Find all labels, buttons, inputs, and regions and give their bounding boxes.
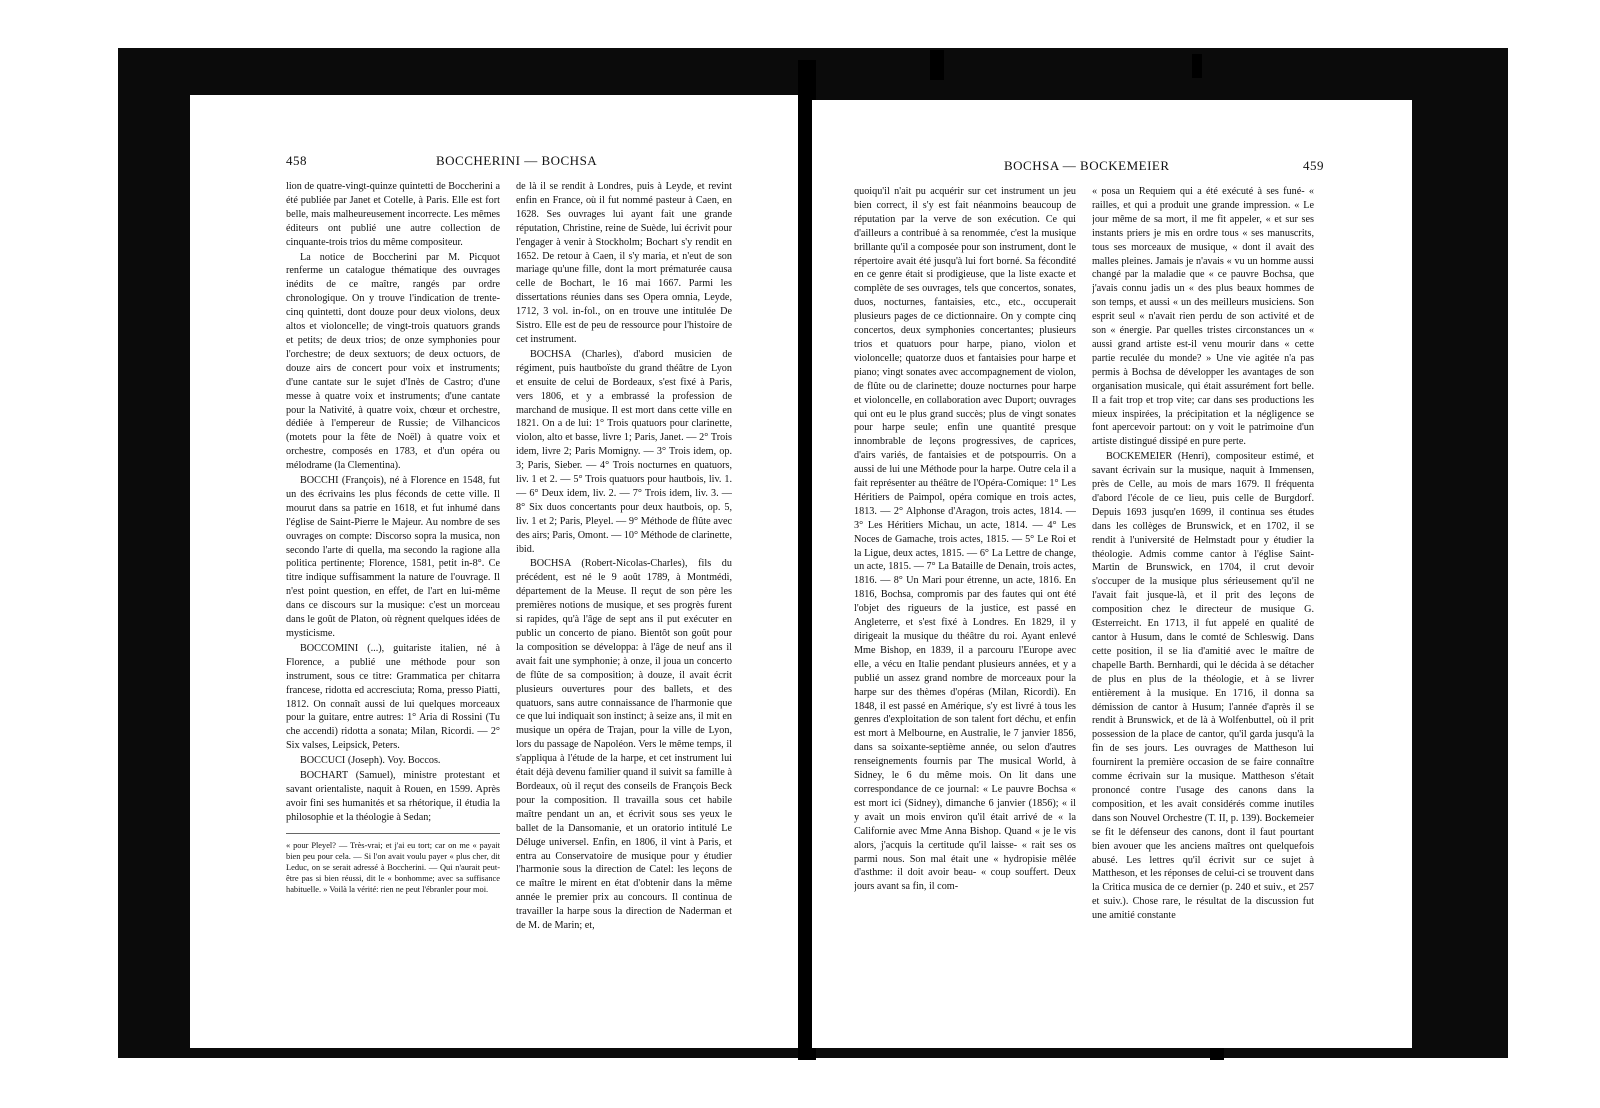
entry-boccuci: BOCCUCI (Joseph). Voy. Boccos. [300, 755, 441, 767]
left-running-head: BOCCHERINI — BOCHSA [436, 153, 598, 168]
left-column-2 [516, 180, 732, 1040]
right-column-2 [1092, 185, 1314, 995]
entry-bochsa-robert: BOCHSA (Robert-Nicolas-Charles), fils du précédent, est né le 9 août 1789, à Montmédi, département de la Meuse. Il reçut de son père les premières notions de musique, et ses progrès furent si rapides, qu'à l'âge de sept ans il put exécuter en public un concerto de piano. Bientôt son goût pour la composition se développa: à l'âge de neuf ans il avait fait une symphonie; à onze, il joua un concerto de flûte de sa composition; à douze, il avait écrit plusieurs ouvertures pour des ballets, et des quatuors, sans autre connaissance de l'harmonie que ce que lui indiquait son instinct; à seize ans, il mit en musique un opéra de Trajan, pour la ville de Lyon, lors du passage de Napoléon. Vers le même temps, il s'appliqua à l'étude de la harpe, et cet instrument lui était déjà devenu familier quand il suivit sa famille à Bordeaux, où il reçut des conseils de François Beck pour la composition. Il travailla sous cet habile maître pendant un an, et écrivit sous ses yeux le ballet de la Dansomanie, et un oratorio intitulé Le Déluge universel. Enfin, en 1806, il vint à Paris, et entra au Conservatoire de musique pour y étudier l'harmonie sous la direction de Catel: les leçons de ce maître le mirent en état d'obtenir dans la même année le premier prix au concours. Il continua de travailler la harpe sous la direction de Naderman et de M. de Marin; et, [516, 558, 732, 932]
scan-stain [1192, 54, 1202, 78]
footnotes [286, 833, 500, 895]
paragraph: La notice de Boccherini par M. Picquot renferme un catalogue thématique des ouvrages inédits de ce maître, rangés par ordre chronologique. On y trouve l'indication de trente-cinq quintetti, dont douze pour deux violons, deux altos et violoncelle; de vingt-trois quatuors grands et petits; de deux trios; de onze symphonies pour l'orchestre; de deux sextuors; de deux octuors, de douze airs de concert pour voix et instruments; d'une cantate sur le sujet d'Inès de Castro; d'une messe à quatre voix et instruments; d'une cantate pour la Nativité, à quatre voix, chœur et orchestre, dédiée à l'empereur de Russie; de Vilhancicos (motets pour la fête de Noël) à quatre voix et orchestre, composés en 1783, et d'un opéra ou mélodrame (la Clementina). [286, 251, 500, 472]
left-column-1 [286, 180, 500, 1040]
entry-bochart: BOCHART (Samuel), ministre protestant et savant orientaliste, naquit à Rouen, en 1599. Après avoir fini ses humanités et sa rhétorique, il étudia la philosophie et la théologie à Sedan; [286, 770, 500, 823]
footnote-text: « pour Pleyel? — Très-vrai; et j'ai eu tort; car on me « payait bien peu pour cela. — Si l'on avait voulu payer « plus cher, dit Leduc, on se serait adressé à Boccherini. — Qui n'aurait peut-être pas si bien réussi, dit le « bonhomme; avec sa suffisance habituelle. » Voilà la vérité: rien ne peut l'ébranler pour moi. [286, 840, 500, 894]
right-page [812, 100, 1412, 1048]
paragraph: de là il se rendit à Londres, puis à Leyde, et revint enfin en France, où il fut nommé pasteur à Caen, en 1628. Ses ouvrages lui ayant fait une grande réputation, Christine, reine de Suède, lui écrivit pour l'engager à venir à Stockholm; Bochart s'y rendit en 1652. De retour à Caen, il s'y maria, et n'eut de son mariage qu'une fille, dont la mort prématurée causa celle de Bochart, le 16 mai 1667. Parmi les dissertations réunies dans ses Opera omnia, Leyde, 1712, 3 vol. in-fol., on en trouve une intitulée De Sistro. Elle est de peu de ressource pour l'histoire de cet instrument. [516, 181, 732, 345]
right-folio: 459 [1303, 158, 1324, 173]
scan-stain [930, 50, 944, 80]
entry-bochsa-charles: BOCHSA (Charles), d'abord musicien de régiment, puis hautboïste du grand théâtre de Lyon et ensuite de celui de Bordeaux, s'est fixé à Paris, vers 1806, et y a embrassé la profession de marchand de musique. Il est mort dans cette ville en 1821. On a de lui: 1° Trois quatuors pour clarinette, violon, alto et basse, livre 1; Paris, Janet. — 2° Trois idem, livre 2; Paris Momigny. — 3° Trois idem, op. 3; Paris, Sieber. — 4° Trois nocturnes en quatuors, liv. 1 et 2. — 5° Trois quatuors pour hautbois, liv. 1. — 6° Deux idem, liv. 2. — 7° Trois idem, liv. 3. — 8° Six duos concertants pour deux hautbois, op. 5, liv. 1 et 2; Paris, Pleyel. — 9° Méthode de flûte avec des airs; Paris, Omont. — 10° Méthode de clarinette, ibid. [516, 348, 732, 555]
paragraph: quoiqu'il n'ait pu acquérir sur cet instrument un jeu bien correct, il s'y est fait néanmoins beaucoup de réputation par la verve de son exécution. Ce qui d'ailleurs a contribué à sa renommée, c'est la musique brillante qu'il a composée pour son instrument, dont le répertoire avait été jusqu'à lui fort borné. Sa fécondité en ce genre était si prodigieuse, que la liste exacte et complète de ses ouvrages, tels que concertos, sonates, duos, nocturnes, fantaisies, etc., etc., occuperait plusieurs pages de ce dictionnaire. On y compte cinq concertos, deux symphonies concertantes; plusieurs trios et quatuors pour harpe, piano, violon et violoncelle; quatorze duos et fantaisies pour harpe et piano; vingt sonates avec accompagnement de violon, de flûte ou de clarinette; douze nocturnes pour harpe et violoncelle, en collaboration avec Duport; ouvrages qui ont eu le plus grand succès; plus de vingt sonates pour harpe seule; enfin une quantité presque innombrable de leçons progressives, de caprices, d'airs variés, de fantaisies et de potspourris. On a aussi de lui une Méthode pour la harpe. Outre cela il a fait représenter au théâtre de l'Opéra-Comique: 1° Les Héritiers de Paimpol, opéra comique en trois actes, 1813. — 2° Alphonse d'Aragon, trois actes, 1814. — 3° Les Héritiers Michau, un acte, 1814. — 4° Les Noces de Gamache, trois actes, 1815. — 5° Le Roi et la Ligue, deux actes, 1815. — 6° La Lettre de change, un acte, 1815. — 7° La Bataille de Denain, trois actes, 1816. — 8° Un Mari pour étrenne, un acte, 1816. En 1816, Bochsa, compromis par des fautes qui ont été l'objet des rigueurs de la justice, est passé en Angleterre, et s'est fixé à Londres. En 1829, il y dirigeait la musique du théâtre du roi. Ayant enlevé Mme Bishop, en 1839, il a parcouru l'Europe avec elle, a vécu en Italie pendant plusieurs années, et y a publié un assez grand nombre de morceaux pour la harpe sur des thèmes d'opéras (Milan, Ricordi). En 1848, il est passé en Amérique, s'y est livré à tous les genres d'exploitation de son talent fort déchu, et enfin est mort à Melbourne, en Australie, le 7 janvier 1856, dans sa soixante-septième année, ou selon d'autres renseignements fournis par The musical World, à Sidney, le 6 du même mois. On lit dans une correspondance de ce journal: « Le pauvre Bochsa « est mort ici (Sidney), dimanche 6 janvier (1856); « il y avait un mois environ qu'il était arrivé de « la Californie avec Mme Anna Bishop. Quand « je le vis alors, j'acquis la certitude qu'il laisse- « rait ses os parmi nous. Son mal était une « hydropisie mêlée d'asthme: il doit avoir beau- « coup souffert. Deux jours avant sa fin, il com- [854, 186, 1076, 893]
entry-bockemeier: BOCKEMEIER (Henri), compositeur estimé, et savant écrivain sur la musique, naquit à Immensen, près de Celle, au mois de mars 1679. Il fréquenta d'abord l'école de ce lieu, puis celle de Burgdorf. Depuis 1693 jusqu'en 1699, il continua ses études dans les collèges de Brunswick, et en 1702, il se rendit à l'université de Helmstadt pour y étudier la théologie. Admis comme cantor à l'église Saint-Martin de Brunswick, en 1704, il crut devoir s'occuper de la musique plus sérieusement qu'il ne l'avait fait jusque-là, et il prit des leçons de composition chez le directeur de musique G. Œsterreicht. En 1713, il fut appelé en qualité de cantor à Husum, dans le comté de Schleswig. Dans cette position, il se lia d'amitié avec le maître de chapelle Barth. Bernhardi, qui le décida à se détacher de plus en plus de la théologie, et à se livrer entièrement à la musique. En 1716, il donna sa démission de cantor à Husum; l'année d'après il se rendit à Brunswick, et de là à Wolfenbuttel, où il prit possession de la place de cantor, qu'il garda jusqu'à la fin de ses jours. Les ouvrages de Mattheson lui fournirent la première occasion de se faire connaître comme écrivain sur la musique. Mattheson s'était prononcé contre l'usage des canons dans la composition, et les avait considérés comme inutiles dans son Nouvel Orchestre (T. II, p. 139). Bockemeier se fit le défenseur des canons, dont il faut pourtant bien avouer que les anciens maîtres ont quelquefois abusé. Les lettres qu'il écrivit sur ce sujet à Mattheson, et les réponses de celui-ci se trouvent dans la Critica musica de ce dernier (p. 240 et suiv., et 257 et suiv.). Chose rare, le résultat de la discussion fut une amitié constante [1092, 451, 1314, 922]
entry-bocchi: BOCCHI (François), né à Florence en 1548, fut un des écrivains les plus féconds de cette ville. Il mourut dans sa patrie en 1618, et fut inhumé dans l'église de Saint-Pierre le Majeur. Au nombre de ses ouvrages on compte: Discorso sopra la musica, non secondo l'arte di quella, ma secondo la ragione alla politica pertinente; Florence, 1581, petit in-8°. Ce titre indique suffisamment la nature de l'ouvrage. Il n'est point question, en effet, de l'art en lui-même dans ce discours sur la musique: c'est un morceau dans le goût de Platon, où règnent quelques idées de mysticisme. [286, 475, 500, 639]
right-column-1 [854, 185, 1076, 995]
left-page [190, 95, 802, 1048]
right-running-head: BOCHSA — BOCKEMEIER [1004, 158, 1170, 173]
paragraph: lion de quatre-vingt-quinze quintetti de Boccherini a été publiée par Janet et Cotelle, à Paris. Elle est fort belle, mais malheureusement incorrecte. Les mêmes éditeurs ont publié une autre collection de cinquante-trois trios du même compositeur. [286, 181, 500, 248]
left-folio: 458 [286, 153, 307, 168]
paragraph: « posa un Requiem qui a été exécuté à ses funé- « railles, et qui a produit une grande impression. « Le jour même de sa mort, il me fit appeler, « et sur ses instants priers je mis en ordre tous « ses manuscrits, tous ses morceaux de musique, « dont il avait des malles pleines. Jamais je n'avais « vu un homme aussi changé par la maladie que « ce pauvre Bochsa, que j'avais connu jadis un « des plus beaux hommes de son temps, et aussi « un des meilleurs musiciens. Son esprit seul « n'avait rien perdu de son activité et de son « énergie. Par quelles tristes circonstances un « aussi grand artiste est-il venu mourir dans « cette partie reculée du monde? » Une vie agitée n'a pas permis à Bochsa de développer les avantages de son organisation musicale, qui était assurément fort belle. Il a fait trop et trop vite; car dans ses productions les mieux inspirées, la précipitation et la négligence se font apercevoir partout: on y voit le patrimoine d'un artiste distingué dissipé en pure perte. [1092, 186, 1314, 448]
left-running-header [286, 153, 786, 169]
entry-boccomini: BOCCOMINI (...), guitariste italien, né à Florence, a publié une méthode pour son instrument, sous ce titre: Grammatica per chitarra francese, ridotta ed accresciuta; Roma, presso Piatti, 1812. On connaît aussi de lui quelques morceaux pour la guitare, entre autres: 1° Aria di Rossini (Tu che accendi) ridotta a sonata; Milan, Ricordi. — 2° Six valses, Leipsick, Peters. [286, 642, 500, 752]
